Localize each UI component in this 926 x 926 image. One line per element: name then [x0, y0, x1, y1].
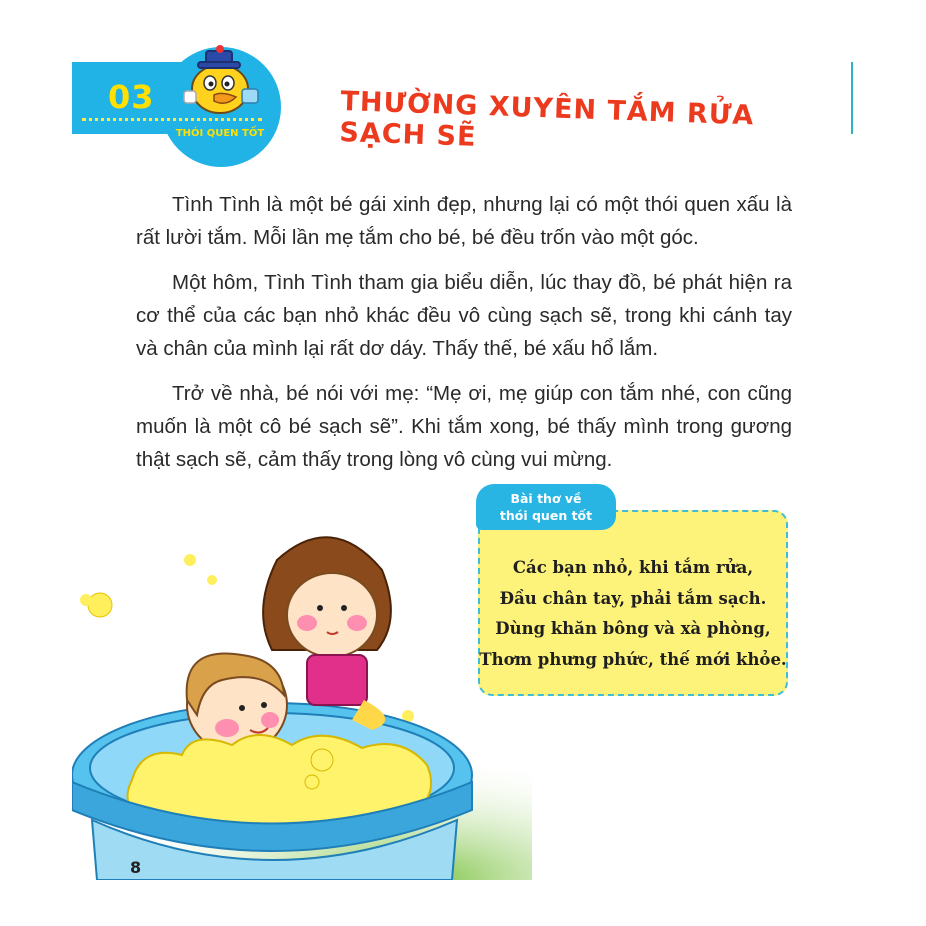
story-text: [136, 188, 792, 488]
poem-line: Đầu chân tay, phải tắm sạch.: [499, 588, 767, 608]
poem-line: Thơm phưng phức, thế mới khỏe.: [479, 649, 787, 669]
badge-caption: THÓI QUEN TỐT: [175, 128, 265, 139]
poem-tab: [476, 484, 616, 530]
story-paragraph: Tình Tình là một bé gái xinh đẹp, nhưng lại có một thói quen xấu là rất lười tắm. Mỗi lần mẹ tắm cho bé, bé đều trốn vào một góc.: [136, 193, 792, 249]
lesson-number: 03: [108, 78, 155, 116]
duck-mascot-icon: [176, 43, 266, 123]
page-number: 8: [130, 858, 142, 877]
poem-tab-line: Bài thơ về: [510, 491, 582, 506]
story-paragraph: Một hôm, Tình Tình tham gia biểu diễn, lúc thay đồ, bé phát hiện ra cơ thể của các bạn nhỏ khác đều vô cùng sạch sẽ, trong khi cánh tay và chân của mình lại rất dơ dáy. Thấy thế, bé xấu hổ lắm.: [136, 271, 792, 360]
bath-illustration: [72, 520, 532, 880]
poem-lines: [478, 553, 788, 675]
page-edge-line: [851, 62, 853, 134]
poem-line: Các bạn nhỏ, khi tắm rửa,: [512, 558, 754, 577]
poem-tab-line: thói quen tốt: [499, 508, 593, 523]
story-paragraph: Trở về nhà, bé nói với mẹ: “Mẹ ơi, mẹ giúp con tắm nhé, con cũng muốn là một cô bé sạch sẽ”. Khi tắm xong, bé thấy mình trong gương thật sạch sẽ, cảm thấy trong lòng vô cùng vui mừng.: [136, 382, 792, 471]
page-title: THƯỜNG XUYÊN TẮM RỬA SẠCH SẼ: [338, 86, 755, 153]
poem-line: Dùng khăn bông và xà phòng,: [495, 619, 771, 638]
